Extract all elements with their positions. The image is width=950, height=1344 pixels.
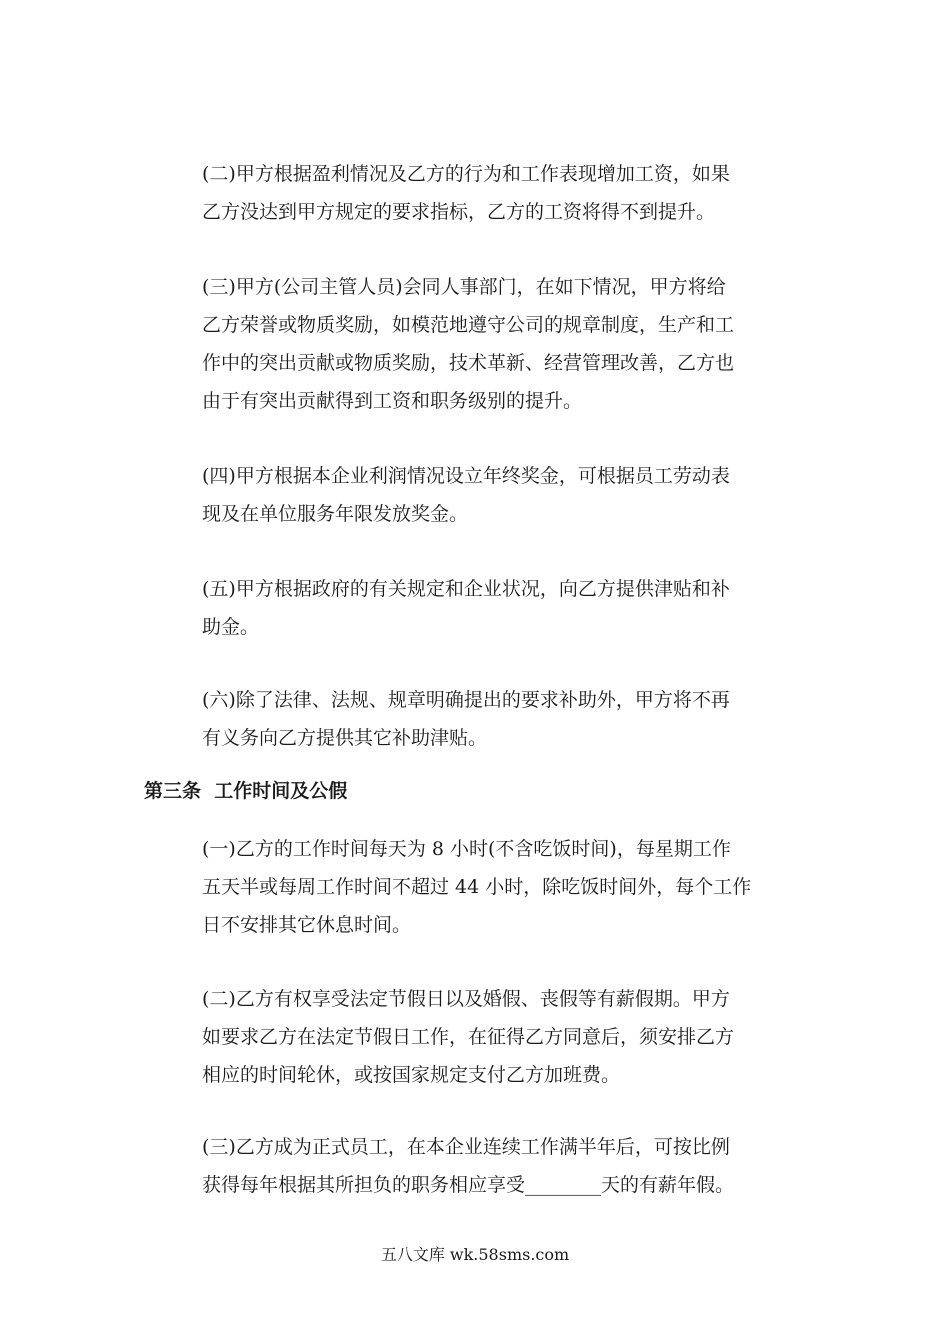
paragraph-paid-holidays: (二)乙方有权享受法定节假日以及婚假、丧假等有薪假期。甲方 如要求乙方在法定节假日工作，在征得乙方同意后，须安排乙方 相应的时间轮休，或按国家规定支付乙方加班费。: [202, 988, 735, 1086]
paragraph-working-hours: (一)乙方的工作时间每天为 8 小时(不含吃饭时间)，每星期工作 五天半或每周工作时间不超过 44 小时，除吃饭时间外，每个工作 日不安排其它休息时间。: [202, 838, 752, 936]
paragraph-annual-leave: (三)乙方成为正式员工，在本企业连续工作满半年后，可按比例 获得每年根据其所担负的职务相应享受________天的有薪年假。: [202, 1136, 735, 1196]
article-3-heading: 第三条 工作时间及公假: [144, 780, 348, 802]
paragraph-year-end-bonus: (四)甲方根据本企业利润情况设立年终奖金，可根据员工劳动表 现及在单位服务年限发放奖金。: [202, 465, 730, 525]
footer-watermark: 五八文库 wk.58sms.com: [380, 1245, 570, 1264]
paragraph-allowances: (五)甲方根据政府的有关规定和企业状况，向乙方提供津贴和补 助金。: [202, 578, 730, 638]
paragraph-salary-increase: (二)甲方根据盈利情况及乙方的行为和工作表现增加工资，如果 乙方没达到甲方规定的要求指标，乙方的工资将得不到提升。: [202, 163, 730, 223]
paragraph-no-other-subsidy: (六)除了法律、法规、规章明确提出的要求补助外，甲方将不再 有义务向乙方提供其它补助津贴。: [202, 689, 730, 749]
paragraph-rewards: (三)甲方(公司主管人员)会同人事部门，在如下情况，甲方将给 乙方荣誉或物质奖励，如模范地遵守公司的规章制度，生产和工 作中的突出贡献或物质奖励，技术革新、经营管理改善，乙方也 由于有突出贡献得到工资和职务级别的提升。: [202, 276, 735, 412]
